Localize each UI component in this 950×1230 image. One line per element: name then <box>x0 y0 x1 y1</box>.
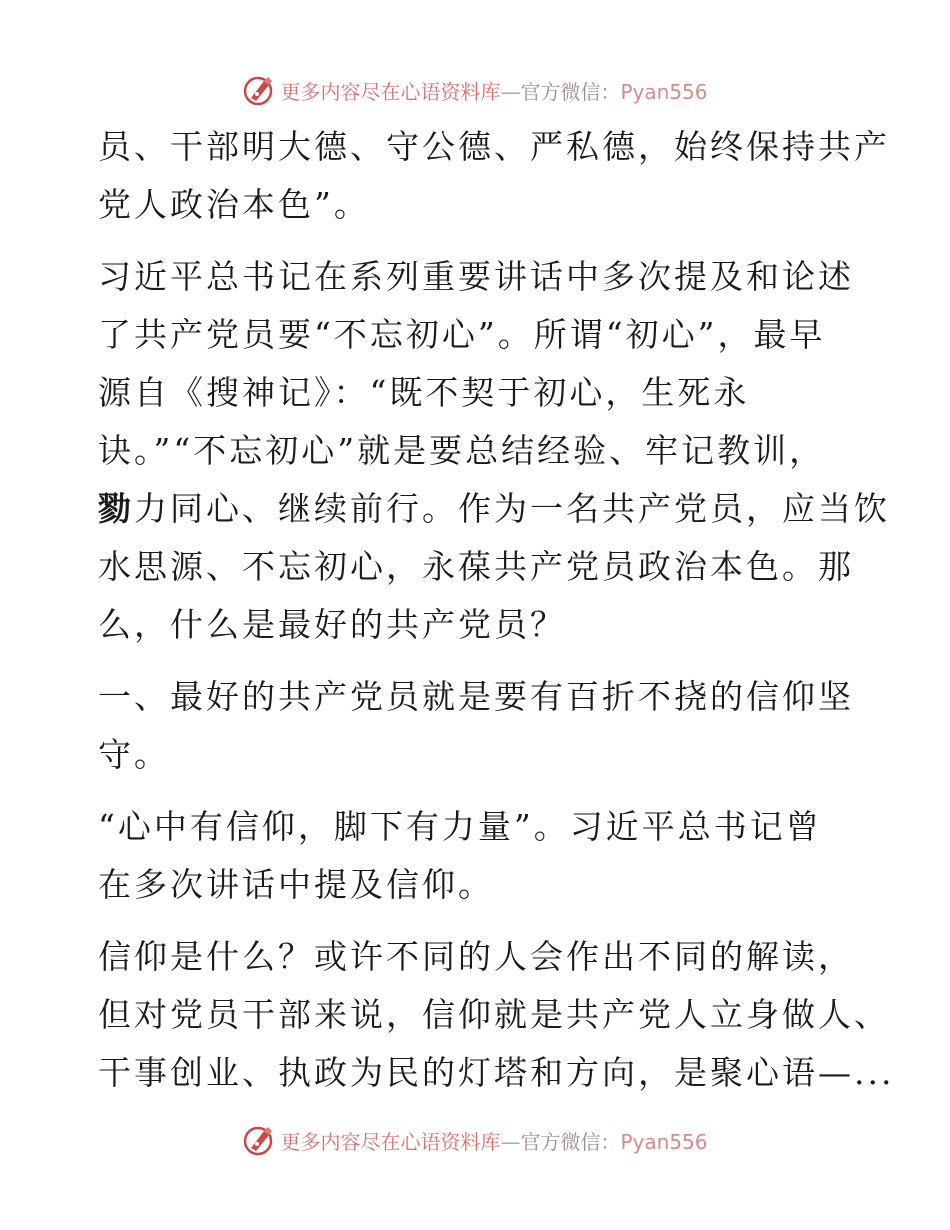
text-line: 信仰是什么？或许不同的人会作出不同的解读， <box>98 937 854 976</box>
bold-character: 勠 <box>98 489 134 528</box>
text-line: 水思源、不忘初心，永葆共产党员政治本色。那 <box>98 547 854 586</box>
text-line: 干事创业、执政为民的灯塔和方向，是聚心语—... <box>98 1053 895 1092</box>
watermark-site: 更多内容尽在心语资料库 <box>280 1129 501 1154</box>
text-line: “心中有信仰，脚下有力量”。习近平总书记曾 <box>98 807 822 846</box>
watermark-wechat-id: Pyan556 <box>620 1129 708 1154</box>
watermark-content <box>242 1123 707 1157</box>
watermark-text <box>280 76 707 105</box>
text-line: 员、干部明大德、守公德、严私德，始终保持共产 <box>98 127 890 166</box>
text-line-rest: 力同心、继续前行。作为一名共产党员，应当饮 <box>134 489 890 528</box>
watermark-separator: — <box>500 1129 521 1154</box>
text-line: 但对党员干部来说，信仰就是共产党人立身做人、 <box>98 995 890 1034</box>
document-body <box>98 118 895 1102</box>
text-line: 党人政治本色”。 <box>98 185 370 224</box>
text-line: 在多次讲话中提及信仰。 <box>98 865 494 904</box>
text-line: 么，什么是最好的共产党员？ <box>98 605 566 644</box>
text-line: 诀。”“不忘初心”就是要总结经验、牢记教训， <box>98 431 826 470</box>
watermark-banner-bottom <box>0 1120 950 1160</box>
pen-nib-logo-icon <box>242 1123 276 1157</box>
watermark-content <box>242 73 707 107</box>
text-line <box>98 480 890 538</box>
paragraph-1 <box>98 118 890 234</box>
pen-nib-logo-icon <box>242 73 276 107</box>
watermark-wechat-label: 官方微信： <box>520 79 621 104</box>
watermark-separator: — <box>500 79 521 104</box>
paragraph-5 <box>98 928 895 1102</box>
watermark-wechat-label: 官方微信： <box>520 1129 621 1154</box>
text-line: 了共产党员要“不忘初心”。所谓“初心”，最早 <box>98 315 826 354</box>
paragraph-2 <box>98 248 890 654</box>
watermark-banner-top <box>0 70 950 110</box>
text-line: 习近平总书记在系列重要讲话中多次提及和论述 <box>98 257 854 296</box>
text-line: 源自《搜神记》：“既不契于初心，生死永 <box>98 373 750 412</box>
paragraph-4 <box>98 798 858 914</box>
watermark-site: 更多内容尽在心语资料库 <box>280 79 501 104</box>
text-line: 守。 <box>98 735 170 774</box>
watermark-wechat-id: Pyan556 <box>620 79 708 104</box>
text-line: 一、最好的共产党员就是要有百折不挠的信仰坚 <box>98 677 854 716</box>
watermark-text <box>280 1126 707 1155</box>
paragraph-3-heading <box>98 668 858 784</box>
